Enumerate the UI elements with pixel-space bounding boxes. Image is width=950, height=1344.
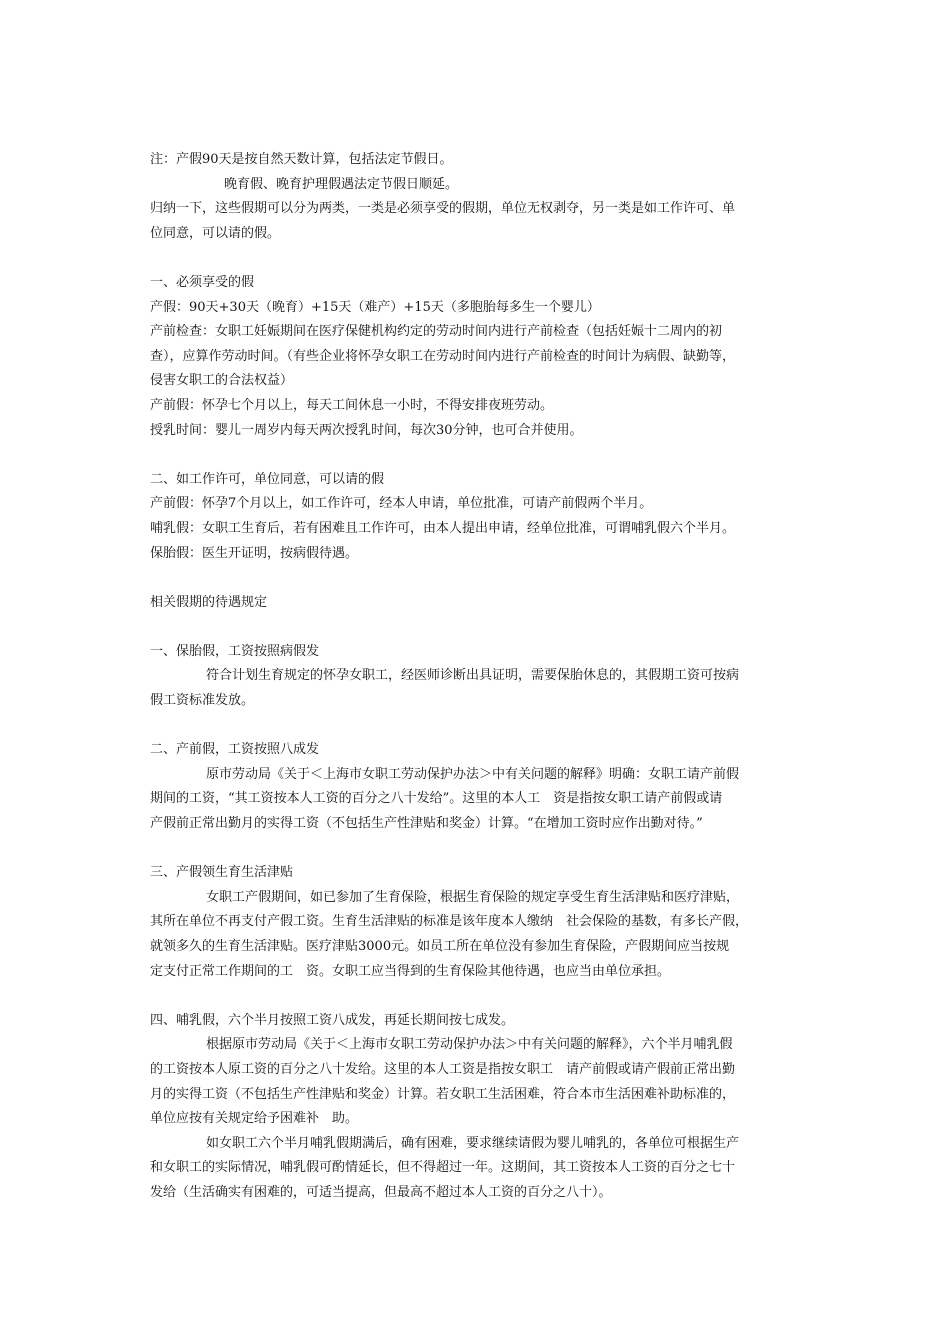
- text-line: 查），应算作劳动时间。（有些企业将怀孕女职工在劳动时间内进行产前检查的时间计为病假、缺勤等，: [150, 348, 736, 364]
- text-line: 授乳时间：婴儿一周岁内每天两次授乳时间，每次30分钟，也可合并使用。: [150, 422, 583, 438]
- blank-line: [150, 443, 810, 468]
- text-line: 单位应按有关规定给予困难补 助。: [150, 1111, 359, 1127]
- blank-line: [150, 714, 810, 739]
- blank-line: [150, 837, 810, 862]
- text-line: 根据原市劳动局《关于＜上海市女职工劳动保护办法＞中有关问题的解释》，六个半月哺乳假: [206, 1037, 733, 1053]
- text-line: 如女职工六个半月哺乳假期满后，确有困难，要求继续请假为婴儿哺乳的，各单位可根据生产: [206, 1135, 740, 1151]
- section-heading: 一、必须享受的假: [150, 274, 255, 290]
- document-body: [150, 148, 810, 1206]
- text-line: 女职工产假期间，如已参加了生育保险，根据生育保险的规定享受生育生活津贴和医疗津贴，: [206, 889, 740, 905]
- section-heading: 四、哺乳假，六个半月按照工资八成发，再延长期间按七成发。: [150, 1012, 515, 1028]
- blank-line: [150, 615, 810, 640]
- text-line: 保胎假：医生开证明，按病假待遇。: [150, 545, 359, 561]
- text-line: 的工资按本人原工资的百分之八十发给。这里的本人工资是指按女职工 请产前假或请产假前正常出勤: [150, 1061, 736, 1077]
- text-line: 位同意，可以请的假。: [150, 225, 281, 241]
- blank-line: [150, 984, 810, 1009]
- blank-line: [150, 566, 810, 591]
- section-heading: 相关假期的待遇规定: [150, 594, 268, 610]
- text-line: 产前假：怀孕7个月以上，如工作许可，经本人申请，单位批准，可请产前假两个半月。: [150, 496, 653, 512]
- text-line: 原市劳动局《关于＜上海市女职工劳动保护办法＞中有关问题的解释》明确：女职工请产前假: [206, 766, 740, 782]
- text-line: 晚育假、晚育护理假遇法定节假日顺延。: [224, 176, 459, 192]
- text-line: 期间的工资，“其工资按本人工资的百分之八十发给”。这里的本人工 资是指按女职工请产前假或请: [150, 791, 723, 807]
- text-line: 定支付正常工作期间的工 资。女职工应当得到的生育保险其他待遇，也应当由单位承担。: [150, 963, 671, 979]
- blank-line: [150, 246, 810, 271]
- section-heading: 二、产前假，工资按照八成发: [150, 742, 320, 758]
- text-line: 归纳一下，这些假期可以分为两类，一类是必须享受的假期，单位无权剥夺，另一类是如工作许可、单: [150, 201, 736, 217]
- text-line: 产假前正常出勤月的实得工资（不包括生产性津贴和奖金）计算。“在增加工资时应作出勤对待。”: [150, 816, 703, 832]
- text-line: 假工资标准发放。: [150, 693, 255, 709]
- text-line: 注：产假90天是按自然天数计算，包括法定节假日。: [150, 152, 453, 167]
- text-line: 其所在单位不再支付产假工资。生育生活津贴的标准是该年度本人缴纳 社会保险的基数，有多长产假，: [150, 914, 749, 930]
- text-line: 哺乳假：女职工生育后，若有困难且工作许可，由本人提出申请，经单位批准，可谓哺乳假六个半月。: [150, 520, 736, 536]
- section-heading: 一、保胎假，工资按照病假发: [150, 643, 320, 659]
- section-heading: 三、产假领生育生活津贴: [150, 865, 294, 881]
- text-line: 侵害女职工的合法权益）: [150, 373, 294, 389]
- text-line: 产假：90天+30天（晚育）+15天（难产）+15天（多胞胎每多生一个婴儿）: [150, 299, 600, 315]
- text-line: 产前检查：女职工妊娠期间在医疗保健机构约定的劳动时间内进行产前检查（包括妊娠十二周内的初: [150, 324, 723, 340]
- text-line: 发给（生活确实有困难的，可适当提高，但最高不超过本人工资的百分之八十）。: [150, 1184, 612, 1200]
- text-line: 月的实得工资（不包括生产性津贴和奖金）计算。若女职工生活困难，符合本市生活困难补助标准的，: [150, 1086, 736, 1102]
- text-line: 就领多久的生育生活津贴。医疗津贴3000元。如员工所在单位没有参加生育保险，产假期间应当按规: [150, 939, 730, 954]
- text-line: 符合计划生育规定的怀孕女职工，经医师诊断出具证明，需要保胎休息的，其假期工资可按病: [206, 668, 740, 684]
- text-line: 产前假：怀孕七个月以上，每天工间休息一小时，不得安排夜班劳动。: [150, 397, 554, 413]
- section-heading: 二、如工作许可，单位同意，可以请的假: [150, 471, 385, 487]
- text-line: 和女职工的实际情况，哺乳假可酌情延长，但不得超过一年。这期间，其工资按本人工资的百分之七十: [150, 1160, 736, 1176]
